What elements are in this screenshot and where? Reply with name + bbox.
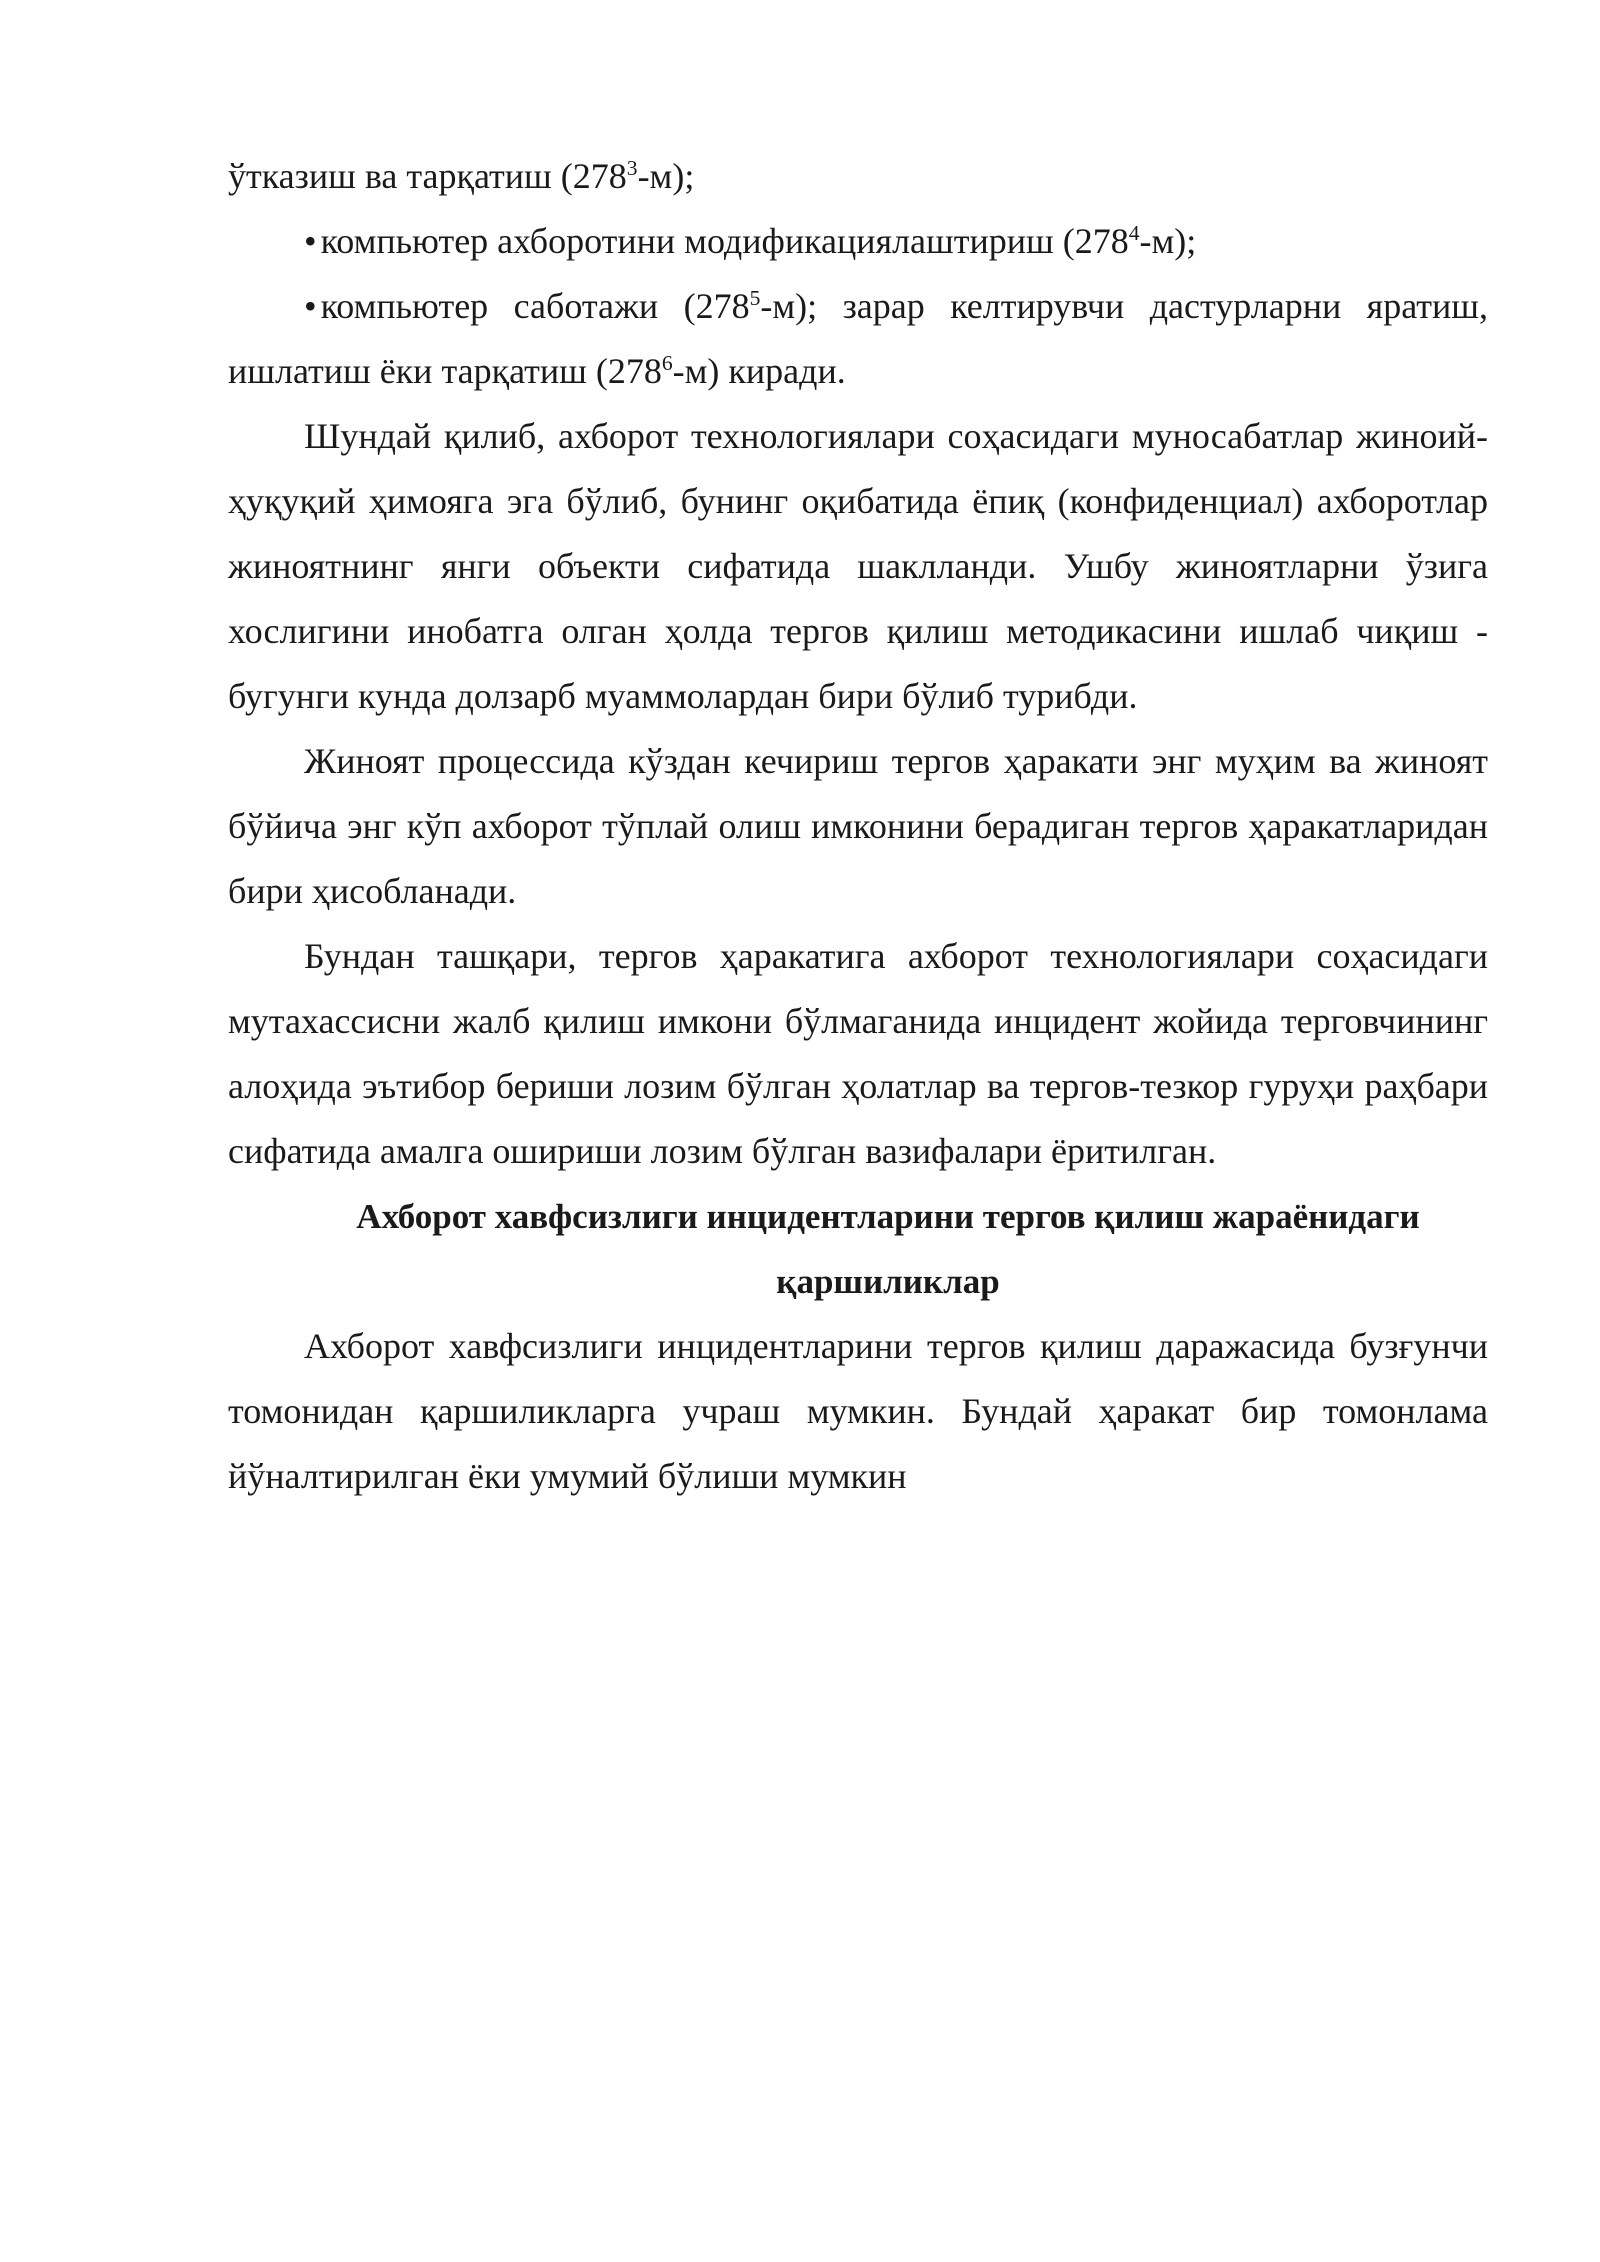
- paragraph: Жиноят процессида кўздан кечириш тергов ҳаракати энг муҳим ва жиноят бўйича энг кўп ахборот тўплай олиш имконини берадиган тергов ҳаракатларидан бири ҳисобланади.: [228, 741, 1488, 911]
- bullet-icon: •: [304, 221, 317, 261]
- bullet-item: [228, 209, 1488, 274]
- superscript: 6: [661, 351, 673, 375]
- continuation-line: [228, 144, 1488, 209]
- superscript: 3: [626, 156, 638, 180]
- bullet-text-end: -м) киради.: [672, 351, 846, 391]
- bullet-text-end: -м);: [1139, 221, 1197, 261]
- paragraph: Бундан ташқари, тергов ҳаракатига ахборот технологиялари соҳасидаги мутахассисни жалб қилиш имкони бўлмаганида инцидент жойида терговчининг алоҳида эътибор бериши лозим бўлган ҳолатлар ва тергов-тезкор гуруҳи раҳбари сифатида амалга ошириши лозим бўлган вазифалари ёритилган.: [228, 936, 1488, 1171]
- paragraph: Шундай қилиб, ахборот технологиялари соҳасидаги муносабатлар жиноий-ҳуқуқий ҳимояга эга бўлиб, бунинг оқибатида ёпиқ (конфиденциал) ахборотлар жиноятнинг янги объекти сифатида шаклланди. Ушбу жиноятларни ўзига хослигини инобатга олган ҳолда тергов қилиш методикасини ишлаб чиқиш - бугунги кунда долзарб муаммолардан бири бўлиб турибди.: [228, 416, 1488, 716]
- continuation-text-end: -м);: [637, 156, 695, 196]
- continuation-text: ўтказиш ва тарқатиш (278: [228, 156, 627, 196]
- bullet-text: компьютер ахборотини модификациялаштириш (278: [320, 221, 1129, 261]
- bullet-icon: •: [304, 286, 317, 326]
- document-page: [228, 144, 1488, 1509]
- bullet-text: компьютер саботажи (278: [320, 286, 750, 326]
- section-heading: Ахборот хавфсизлиги инцидентларини тергов қилиш жараёнидаги қаршиликлар: [356, 1197, 1420, 1301]
- bullet-item: [228, 274, 1488, 404]
- paragraph: Ахборот хавфсизлиги инцидентларини тергов қилиш даражасида бузғунчи томонидан қаршиликларга учраш мумкин. Бундай ҳаракат бир томонлама йўналтирилган ёки умумий бўлиши мумкин: [228, 1326, 1488, 1496]
- bullet-text-middle: -м); зарар келтирувчи дастурларни яратиш, ишлатиш ёки тарқатиш (278: [228, 286, 1488, 391]
- superscript: 4: [1128, 221, 1140, 245]
- superscript: 5: [749, 286, 761, 310]
